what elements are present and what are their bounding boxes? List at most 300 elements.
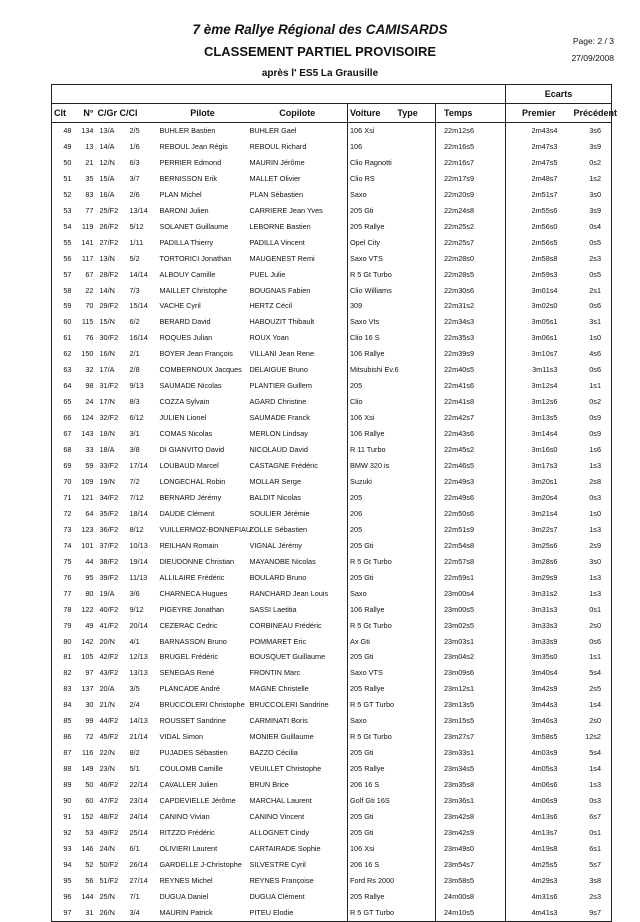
cell-cgr: 48/F2: [99, 811, 119, 821]
cell-copilote: REYNES Françoise: [249, 875, 314, 885]
cell-premier: 2m48s7: [506, 171, 572, 187]
cell-num: 141: [81, 237, 94, 247]
cell-num: 123: [81, 524, 94, 534]
cell-num: 80: [85, 588, 94, 598]
cell-clt: 66: [52, 410, 74, 426]
cell-pilote: MAURIN Patrick: [158, 905, 248, 921]
cell-cgr: 25/F2: [99, 205, 119, 215]
cell-voiture: 206: [348, 506, 436, 522]
cell-copilote: CANINO Vincent: [249, 811, 305, 821]
cell-cgr: 26/F2: [99, 221, 119, 231]
cell-ccl: 1/6: [129, 141, 140, 151]
cell-ccl: 2/1: [129, 349, 140, 359]
cell-copilote: BUHLER Gael: [249, 126, 297, 135]
cell-pilote: VACHE Cyril: [159, 301, 201, 311]
table-row: [52, 777, 612, 793]
cell-premier: 4m06s9: [506, 793, 572, 809]
cell-temps: 22m12s6: [436, 123, 506, 139]
cell-voiture: Ax Gti: [348, 634, 436, 650]
table-row: [52, 394, 612, 410]
cell-cgr: 18/N: [99, 429, 115, 439]
cell-voiture: BMW 320 is: [348, 458, 436, 474]
cell-premier: 3m06s1: [506, 330, 572, 346]
table-row: [52, 905, 612, 921]
cell-precedent: 0s1: [572, 602, 612, 618]
cell-copilote: ZOLLE Sébastien: [249, 524, 308, 534]
cell-pilote: BERARD David: [159, 317, 211, 327]
cell-precedent: 0s9: [572, 426, 612, 442]
cell-ccl: 7/3: [129, 285, 140, 295]
cell-clt: 57: [52, 267, 74, 283]
cell-premier: 3m28s6: [506, 554, 572, 570]
cell-precedent: 0s5: [572, 267, 612, 283]
cell-copilote: BRUCCOLERI Sandrine: [249, 700, 329, 710]
col-header-pilote: Pilote: [158, 104, 248, 123]
cell-precedent: 1s1: [572, 378, 612, 394]
cell-precedent: 1s3: [572, 586, 612, 602]
cell-voiture: 205 Rallye: [348, 219, 436, 235]
cell-voiture: 106 Xsi: [348, 841, 436, 857]
cell-voiture: Clio Ragnotti: [348, 155, 436, 171]
cell-premier: 3m12s6: [506, 394, 572, 410]
cell-premier: 4m05s3: [506, 761, 572, 777]
cell-temps: 23m03s1: [436, 634, 506, 650]
cell-temps: 22m42s7: [436, 410, 506, 426]
table-row: [52, 123, 612, 139]
cell-copilote: AGARD Christine: [249, 397, 307, 407]
cell-premier: 3m01s4: [506, 283, 572, 299]
table-row: [52, 219, 612, 235]
table-row: [52, 442, 612, 458]
cell-cgr: 49/F2: [99, 827, 119, 837]
cell-ccl: 6/1: [129, 843, 140, 853]
cell-copilote: HABOUZIT Thibault: [249, 317, 315, 327]
cell-clt: 90: [52, 793, 74, 809]
cell-premier: 4m41s3: [506, 905, 572, 921]
cell-temps: 22m34s3: [436, 314, 506, 330]
cell-ccl: 1/11: [129, 237, 144, 247]
cell-temps: 24m00s8: [436, 889, 506, 905]
cell-temps: 22m43s6: [436, 426, 506, 442]
cell-clt: 89: [52, 777, 74, 793]
cell-voiture: Saxo Vts: [348, 314, 436, 330]
cell-premier: 3m46s3: [506, 713, 572, 729]
cell-temps: 23m12s1: [436, 681, 506, 697]
cell-copilote: MAGNE Christelle: [249, 684, 309, 694]
cell-ccl: 3/5: [129, 684, 140, 694]
cell-voiture: 205 Gti: [348, 745, 436, 761]
cell-ccl: 3/6: [129, 588, 140, 598]
cell-voiture: 205 Rallye: [348, 761, 436, 777]
cell-precedent: 1s3: [572, 522, 612, 538]
cell-temps: 22m17s9: [436, 171, 506, 187]
cell-copilote: SASSI Laetitia: [249, 604, 297, 614]
cell-precedent: 5s4: [572, 745, 612, 761]
cell-voiture: Clio RS: [348, 171, 436, 187]
cell-ccl: 10/13: [129, 540, 148, 550]
cell-cgr: 12/N: [99, 157, 115, 167]
cell-voiture: Saxo: [348, 586, 436, 602]
cell-temps: 22m28s0: [436, 251, 506, 267]
cell-precedent: 1s0: [572, 330, 612, 346]
cell-cgr: 20/N: [99, 636, 115, 646]
cell-clt: 92: [52, 825, 74, 841]
cell-num: 76: [85, 333, 94, 343]
cell-temps: 22m16s7: [436, 155, 506, 171]
cell-precedent: 1s3: [572, 570, 612, 586]
cell-cgr: 41/F2: [99, 620, 119, 630]
cell-temps: 22m35s3: [436, 330, 506, 346]
cell-precedent: 0s6: [572, 634, 612, 650]
cell-ccl: 7/1: [129, 891, 140, 901]
cell-ccl: 18/14: [129, 508, 148, 518]
cell-voiture: Ford Rs 2000: [348, 873, 436, 889]
cell-voiture: R 11 Turbo: [348, 442, 436, 458]
cell-voiture: 106 Rallye: [348, 426, 436, 442]
cell-num: 50: [85, 780, 94, 790]
cell-precedent: 0s6: [572, 362, 612, 378]
cell-clt: 67: [52, 426, 74, 442]
cell-temps: 22m49s6: [436, 490, 506, 506]
cell-copilote: VIGNAL Jérémy: [249, 540, 302, 550]
cell-pilote: REILHAN Romain: [159, 540, 219, 550]
cell-pilote: SOLANET Guillaume: [159, 221, 229, 231]
cell-num: 30: [85, 700, 94, 710]
cell-pilote: BOYER Jean François: [159, 349, 233, 359]
cell-num: 124: [81, 413, 94, 423]
cell-cgr: 19/N: [99, 476, 115, 486]
cell-voiture: R 5 Gt Turbo: [348, 554, 436, 570]
cell-temps: 22m20s9: [436, 187, 506, 203]
group-header-row: [52, 85, 612, 104]
cell-precedent: 0s4: [572, 219, 612, 235]
cell-cgr: 15/N: [99, 317, 115, 327]
cell-premier: 3m11s3: [506, 362, 572, 378]
col-header-clt: Clt: [52, 104, 74, 123]
cell-pilote: BERNISSON Erik: [159, 173, 218, 183]
cell-voiture: R 5 GT Turbo: [348, 697, 436, 713]
cell-ccl: 21/14: [129, 732, 148, 742]
cell-temps: 23m42s8: [436, 809, 506, 825]
cell-voiture: 205: [348, 378, 436, 394]
cell-clt: 72: [52, 506, 74, 522]
cell-pilote: RITZZO Frédéric: [159, 827, 215, 837]
cell-voiture: Saxo: [348, 187, 436, 203]
cell-ccl: 8/2: [129, 748, 140, 758]
cell-cgr: 13/A: [99, 126, 115, 135]
cell-cgr: 29/F2: [99, 301, 119, 311]
cell-temps: 22m50s6: [436, 506, 506, 522]
cell-ccl: 2/4: [129, 700, 140, 710]
table-row: [52, 618, 612, 634]
cell-cgr: 16/A: [99, 189, 115, 199]
cell-pilote: PERRIER Edmond: [159, 157, 222, 167]
cell-num: 134: [81, 126, 94, 135]
cell-pilote: COMBERNOUX Jacques: [159, 365, 242, 375]
cell-ccl: 12/13: [129, 652, 148, 662]
table-row: [52, 586, 612, 602]
cell-clt: 59: [52, 298, 74, 314]
cell-clt: 61: [52, 330, 74, 346]
table-row: [52, 538, 612, 554]
cell-pilote: OLIVIERI Laurent: [159, 843, 218, 853]
cell-pilote: BARNASSON Bruno: [159, 636, 227, 646]
cell-premier: 4m19s8: [506, 841, 572, 857]
cell-pilote: CANINO Vivian: [159, 811, 210, 821]
cell-precedent: 1s4: [572, 761, 612, 777]
cell-num: 13: [85, 141, 94, 151]
cell-clt: 82: [52, 665, 74, 681]
cell-cgr: 27/F2: [99, 237, 119, 247]
cell-clt: 87: [52, 745, 74, 761]
cell-precedent: 0s9: [572, 410, 612, 426]
cell-precedent: 2s0: [572, 713, 612, 729]
cell-pilote: PLAN Michel: [159, 189, 202, 199]
cell-cgr: 14/A: [99, 141, 115, 151]
cell-pilote: DAUDE Clément: [159, 508, 215, 518]
cell-num: 70: [85, 301, 94, 311]
cell-cgr: 19/A: [99, 588, 115, 598]
cell-copilote: PLAN Sébastien: [249, 189, 304, 199]
cell-pilote: ALBOUY Camille: [159, 269, 216, 279]
cell-ccl: 7/2: [129, 476, 140, 486]
cell-temps: 22m49s3: [436, 474, 506, 490]
cell-cgr: 44/F2: [99, 716, 119, 726]
cell-num: 72: [85, 732, 94, 742]
cell-cgr: 25/N: [99, 891, 115, 901]
cell-clt: 74: [52, 538, 74, 554]
cell-copilote: RANCHARD Jean Louis: [249, 588, 329, 598]
col-header-num: N°: [74, 104, 96, 123]
cell-copilote: ALLOGNET Cindy: [249, 827, 309, 837]
col-header-precedent: Précédent: [572, 104, 612, 123]
table-row: [52, 649, 612, 665]
table-row: [52, 761, 612, 777]
cell-num: 49: [85, 620, 94, 630]
cell-pilote: DIEUDONNE Christian: [159, 556, 235, 566]
cell-clt: 56: [52, 251, 74, 267]
cell-clt: 51: [52, 171, 74, 187]
cell-voiture: 309: [348, 298, 436, 314]
cell-num: 59: [85, 461, 94, 471]
cell-cgr: 45/F2: [99, 732, 119, 742]
cell-temps: 22m57s8: [436, 554, 506, 570]
cell-pilote: COMAS Nicolas: [159, 429, 213, 439]
cell-copilote: BALDIT Nicolas: [249, 492, 301, 502]
cell-premier: 3m20s4: [506, 490, 572, 506]
cell-precedent: 0s3: [572, 490, 612, 506]
cell-precedent: 0s1: [572, 825, 612, 841]
table-row: [52, 458, 612, 474]
cell-ccl: 13/13: [129, 668, 148, 678]
cell-temps: 22m30s6: [436, 283, 506, 299]
cell-cgr: 23/N: [99, 764, 115, 774]
cell-copilote: PUEL Julie: [249, 269, 286, 279]
cell-num: 143: [81, 429, 94, 439]
cell-temps: 22m39s9: [436, 346, 506, 362]
cell-temps: 22m16s5: [436, 139, 506, 155]
cell-num: 31: [74, 905, 96, 921]
cell-cgr: 24/N: [99, 843, 115, 853]
cell-temps: 22m40s5: [436, 362, 506, 378]
cell-temps: 23m42s9: [436, 825, 506, 841]
cell-voiture: 106 Rallye: [348, 602, 436, 618]
cell-pilote: COZZA Sylvain: [159, 397, 210, 407]
cell-pilote: VIDAL Simon: [159, 732, 204, 742]
cell-cgr: 46/F2: [99, 780, 119, 790]
cell-clt: 77: [52, 586, 74, 602]
cell-clt: 70: [52, 474, 74, 490]
cell-premier: 3m16s0: [506, 442, 572, 458]
cell-precedent: 0s6: [572, 298, 612, 314]
cell-ccl: 27/14: [129, 875, 148, 885]
table-row: [52, 729, 612, 745]
cell-copilote: REBOUL Richard: [249, 141, 307, 151]
cell-cgr: 35/F2: [99, 508, 119, 518]
cell-cgr: 17/N: [99, 397, 115, 407]
cell-pilote: ROQUES Julian: [159, 333, 213, 343]
cell-ccl: 9/13: [129, 381, 144, 391]
cell-ccl: 6/3: [129, 157, 140, 167]
cell-copilote: HERTZ Cécil: [249, 301, 292, 311]
cell-premier: 2m51s7: [506, 187, 572, 203]
cell-premier: 2m56s5: [506, 235, 572, 251]
table-row: [52, 490, 612, 506]
cell-voiture: Clio Williams: [348, 283, 436, 299]
cell-ccl: 14/13: [129, 716, 148, 726]
cell-copilote: DUGUA Clément: [249, 891, 305, 901]
cell-premier: 3m20s1: [506, 474, 572, 490]
cell-precedent: 6s7: [572, 809, 612, 825]
col-header-type: Type: [397, 108, 418, 118]
cell-precedent: 1s6: [572, 442, 612, 458]
cell-precedent: 5s4: [572, 665, 612, 681]
cell-ccl: 19/14: [129, 556, 148, 566]
cell-temps: 23m49s0: [436, 841, 506, 857]
cell-ccl: 20/14: [129, 620, 148, 630]
cell-cgr: 15/A: [99, 173, 115, 183]
cell-clt: 71: [52, 490, 74, 506]
cell-precedent: 0s2: [572, 394, 612, 410]
cell-voiture: R 5 Gt Turbo: [348, 267, 436, 283]
cell-cgr: 32/F2: [99, 413, 119, 423]
cell-voiture: Golf Gti 16S: [348, 793, 436, 809]
cell-premier: 3m13s5: [506, 410, 572, 426]
results-body: [52, 123, 612, 922]
cell-premier: 3m33s3: [506, 618, 572, 634]
cell-pilote: VUILLERMOZ-BONNEFIAU: [159, 524, 252, 534]
table-row: [52, 410, 612, 426]
cell-clt: 65: [52, 394, 74, 410]
cell-ccl: 13/14: [129, 205, 148, 215]
cell-ccl: 6/2: [129, 317, 140, 327]
cell-pilote: CAPDEVIELLE Jérôme: [159, 796, 236, 806]
cell-pilote: REBOUL Jean Régis: [159, 141, 228, 151]
cell-precedent: 3s8: [572, 873, 612, 889]
cell-num: 24: [85, 397, 94, 407]
cell-premier: 3m35s0: [506, 649, 572, 665]
table-row: [52, 267, 612, 283]
col-header-voiture-type: [348, 104, 436, 123]
cell-ccl: 23/14: [129, 796, 148, 806]
cell-clt: 80: [52, 634, 74, 650]
cell-premier: 3m02s0: [506, 298, 572, 314]
cell-ccl: 9/12: [129, 604, 144, 614]
table-row: [52, 857, 612, 873]
cell-voiture: 205 Gti: [348, 570, 436, 586]
cell-clt: 54: [52, 219, 74, 235]
cell-ccl: 3/4: [128, 905, 158, 921]
cell-pilote: PADILLA Thierry: [159, 237, 214, 247]
cell-cgr: 43/F2: [99, 668, 119, 678]
cell-cgr: 38/F2: [99, 556, 119, 566]
cell-cgr: 36/F2: [99, 524, 119, 534]
cell-ccl: 7/12: [129, 492, 144, 502]
cell-voiture: 106: [348, 139, 436, 155]
cell-temps: 22m45s2: [436, 442, 506, 458]
cell-temps: 23m04s2: [436, 649, 506, 665]
cell-ccl: 4/1: [129, 636, 140, 646]
cell-copilote: MONIER Guillaume: [249, 732, 314, 742]
cell-ccl: 8/12: [129, 524, 144, 534]
cell-premier: 2m56s0: [506, 219, 572, 235]
cell-clt: 69: [52, 458, 74, 474]
cell-copilote: SAUMADE Franck: [249, 413, 310, 423]
cell-voiture: Opel City: [348, 235, 436, 251]
cell-precedent: 1s1: [572, 649, 612, 665]
cell-temps: 22m41s6: [436, 378, 506, 394]
cell-cgr: 51/F2: [99, 875, 119, 885]
cell-copilote: VILLANI Jean Rene: [249, 349, 314, 359]
cell-temps: 22m25s7: [436, 235, 506, 251]
table-row: [52, 809, 612, 825]
cell-cgr: 33/F2: [99, 461, 119, 471]
results-table: [51, 84, 618, 922]
cell-voiture: 106 Rallye: [348, 346, 436, 362]
cell-clt: 83: [52, 681, 74, 697]
ecarts-group-header: Ecarts: [506, 85, 612, 104]
cell-voiture: Mitsubishi Ev.6: [348, 362, 436, 378]
cell-num: 137: [81, 684, 94, 694]
cell-pilote: GARDELLE J-Christophe: [159, 859, 242, 869]
cell-premier: 3m25s6: [506, 538, 572, 554]
cell-clt: 95: [52, 873, 74, 889]
cell-clt: 84: [52, 697, 74, 713]
cell-premier: 3m05s1: [506, 314, 572, 330]
cell-premier: 2m59s3: [506, 267, 572, 283]
cell-copilote: CORBINEAU Frédéric: [249, 620, 322, 630]
cell-precedent: 2s3: [572, 251, 612, 267]
cell-cgr: 22/N: [99, 748, 115, 758]
cell-num: 152: [81, 811, 94, 821]
cell-num: 77: [85, 205, 94, 215]
table-row: [52, 474, 612, 490]
table-row: [52, 713, 612, 729]
cell-num: 122: [81, 604, 94, 614]
cell-num: 98: [85, 381, 94, 391]
cell-precedent: 3s9: [572, 203, 612, 219]
cell-pilote: CEZERAC Cedric: [159, 620, 218, 630]
cell-num: 121: [81, 492, 94, 502]
cell-temps: 23m58s5: [436, 873, 506, 889]
cell-copilote: VEUILLET Christophe: [249, 764, 322, 774]
cell-precedent: 3s0: [572, 554, 612, 570]
cell-temps: 23m00s5: [436, 602, 506, 618]
cell-copilote: FRONTIN Marc: [249, 668, 301, 678]
cell-num: 35: [85, 173, 94, 183]
table-row: [52, 362, 612, 378]
cell-num: 33: [85, 445, 94, 455]
